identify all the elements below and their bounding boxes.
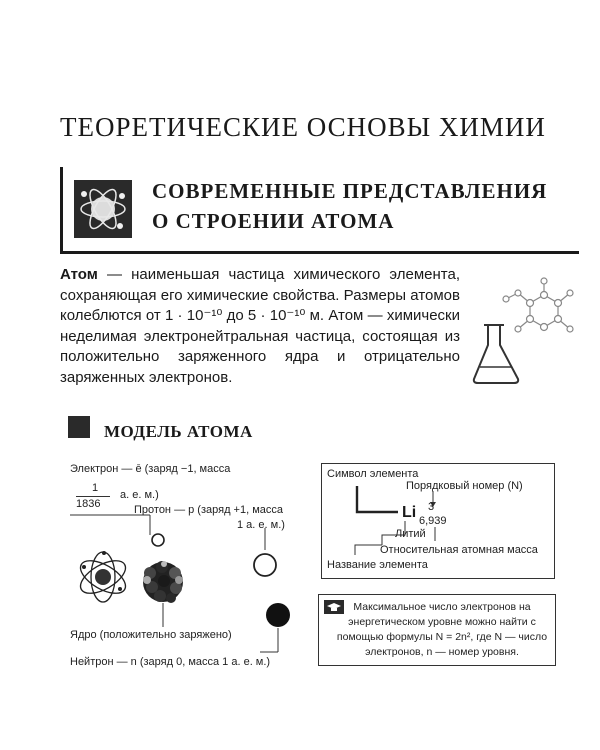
neutron-circle bbox=[266, 603, 290, 627]
atomic-number: 3 bbox=[428, 501, 435, 513]
model-heading: МОДЕЛЬ АТОМА bbox=[104, 422, 253, 441]
element-name: Литий bbox=[395, 528, 426, 540]
atom-with-orbits bbox=[75, 551, 130, 602]
atomic-number-label: Порядковый номер (N) bbox=[406, 480, 523, 492]
proton-circle bbox=[254, 554, 276, 576]
electron-label: Электрон — ē (заряд −1, масса bbox=[70, 463, 231, 475]
mass-label: Относительная атомная масса bbox=[380, 544, 538, 556]
fraction-bar bbox=[76, 496, 110, 497]
electron-circle bbox=[152, 534, 164, 546]
nucleus-cluster bbox=[143, 561, 183, 603]
section-heading bbox=[152, 176, 547, 236]
proton-mass-label: 1 а. е. м.) bbox=[237, 519, 285, 531]
section-heading-line1: СОВРЕМЕННЫЕ ПРЕДСТАВЛЕНИЯ bbox=[152, 179, 548, 203]
element-symbol: Li bbox=[402, 504, 417, 521]
name-label: Название элемента bbox=[327, 559, 428, 571]
atomic-mass: 6,939 bbox=[419, 515, 447, 527]
electron-frac-num: 1 bbox=[92, 482, 99, 494]
note-text: Максимальное число электронов на энергетическом уровне можно найти с помощью формулы N = 2n², где N — число электронов, n — номер уровня. bbox=[336, 601, 548, 658]
intro-term: Атом bbox=[60, 266, 98, 283]
proton-label: Протон — p (заряд +1, масса bbox=[134, 504, 283, 516]
electron-frac-den: 1836 bbox=[76, 498, 101, 510]
neutron-label: Нейтрон — n (заряд 0, масса 1 а. е. м.) bbox=[70, 656, 271, 668]
atom-icon bbox=[74, 180, 132, 238]
flask-molecule-illustration bbox=[470, 275, 580, 395]
model-bullet-square bbox=[68, 416, 90, 438]
intro-text: — наименьшая частица химического элемента, сохраняющая его химические свойства. Размеры атомов колеблются от 1 · 10⁻¹⁰ до 5 · 10⁻¹⁰ м. Атом — химически неделимая электронейтральная частица, состоящая из положительно заряженного ядра и отрицательно заряженных электронов. bbox=[60, 266, 460, 386]
intro-paragraph bbox=[60, 265, 460, 388]
section-heading-line2: О СТРОЕНИИ АТОМА bbox=[152, 209, 395, 233]
page-title: ТЕОРЕТИЧЕСКИЕ ОСНОВЫ ХИМИИ bbox=[60, 112, 546, 142]
symbol-label: Символ элемента bbox=[327, 468, 419, 480]
nucleus-label: Ядро (положительно заряжено) bbox=[70, 629, 232, 641]
electron-frac-unit: а. е. м.) bbox=[120, 489, 159, 501]
